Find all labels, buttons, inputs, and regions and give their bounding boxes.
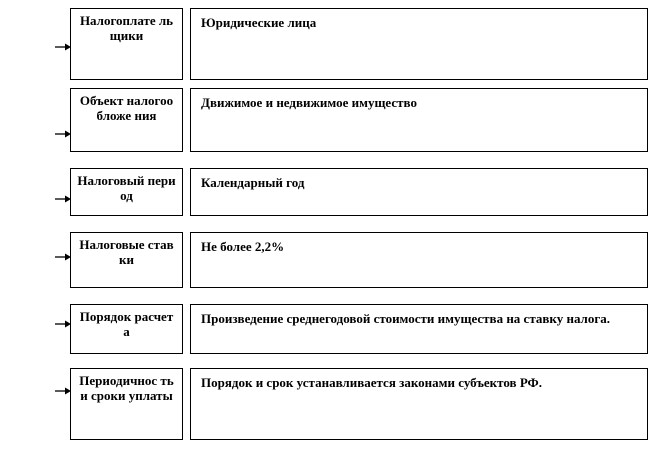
- arrow-right-icon: [55, 42, 71, 52]
- label-tax-object: Объект налогообложе ния: [79, 93, 174, 123]
- arrow-right-icon: [55, 319, 71, 329]
- value-taxpayers: Юридические лица: [201, 15, 317, 30]
- value-box-calculation: [190, 304, 648, 354]
- arrow-right-icon: [55, 129, 71, 139]
- value-calculation: Произведение среднегодовой стоимости имущества на ставку налога.: [201, 311, 610, 326]
- value-tax-rates: Не более 2,2%: [201, 239, 285, 254]
- label-tax-period: Налоговый период: [77, 173, 176, 203]
- label-tax-rates: Налоговые ставки: [79, 237, 174, 267]
- label-box-payment: [70, 368, 183, 440]
- value-box-payment: [190, 368, 648, 440]
- label-taxpayers: Налогоплате льщики: [79, 13, 174, 43]
- value-payment: Порядок и срок устанавливается законами субъектов РФ.: [201, 375, 542, 390]
- value-box-tax-object: [190, 88, 648, 152]
- label-calculation: Порядок расчета: [79, 309, 174, 339]
- label-box-taxpayers: [70, 8, 183, 80]
- label-box-tax-rates: [70, 232, 183, 288]
- label-payment: Периодичнос ть и сроки уплаты: [79, 373, 174, 403]
- value-box-tax-period: [190, 168, 648, 216]
- value-tax-object: Движимое и недвижимое имущество: [201, 95, 417, 110]
- label-box-tax-object: [70, 88, 183, 152]
- arrow-right-icon: [55, 194, 71, 204]
- value-box-tax-rates: [190, 232, 648, 288]
- value-box-taxpayers: [190, 8, 648, 80]
- label-box-calculation: [70, 304, 183, 354]
- label-box-tax-period: [70, 168, 183, 216]
- arrow-right-icon: [55, 386, 71, 396]
- value-tax-period: Календарный год: [201, 175, 305, 190]
- arrow-right-icon: [55, 252, 71, 262]
